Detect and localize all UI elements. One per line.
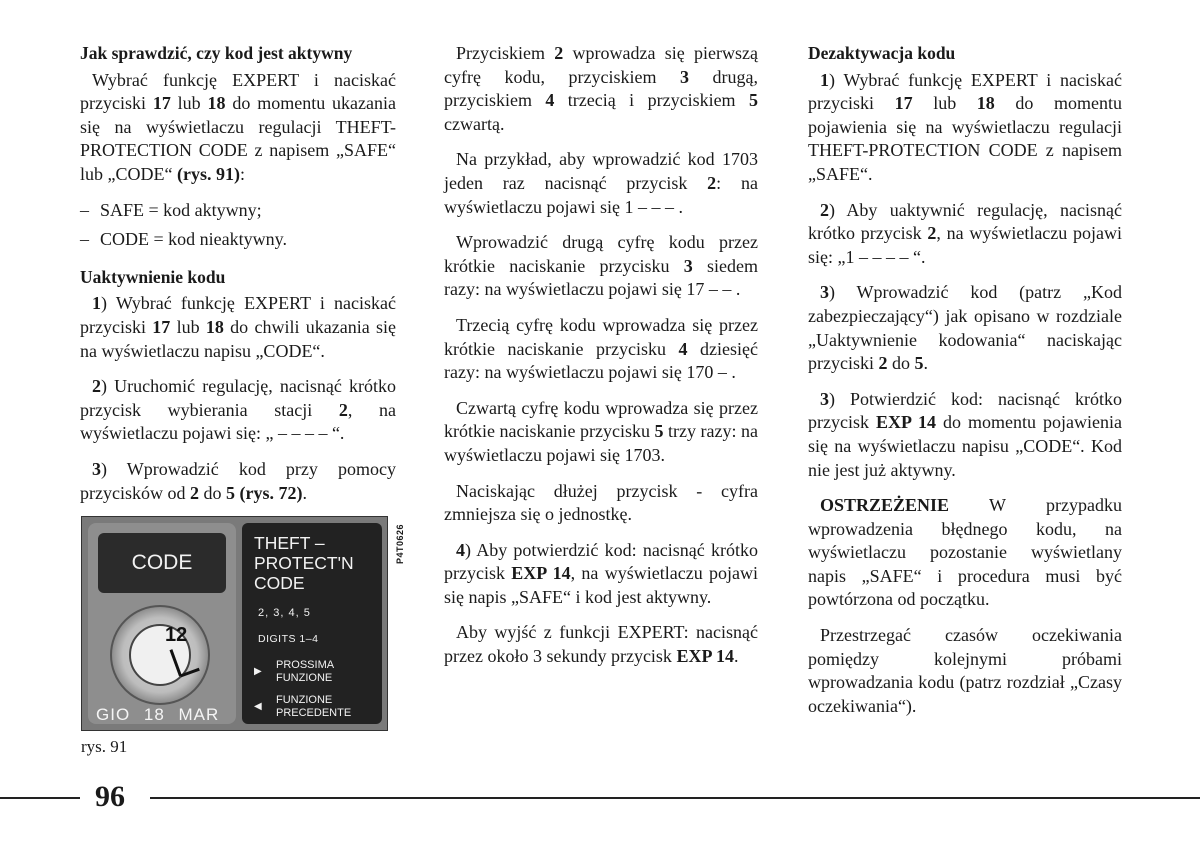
paragraph: 1) Wybrać funkcję EXPERT i naciskać przyciski 17 lub 18 do momentu pojawienia się na wyświetlaczu regulacji THEFT-PROTECTION CODE z napisem „SAFE“.: [808, 69, 1122, 184]
theft-title: THEFT – PROTECT'N CODE: [254, 533, 354, 593]
clock-hand: [180, 668, 200, 678]
clock-number: 12: [165, 624, 188, 646]
button-numbers: 2, 3, 4, 5: [258, 607, 311, 619]
footer-rule: [150, 797, 1200, 799]
clock-hand: [170, 649, 182, 676]
paragraph: 4) Aby potwierdzić kod: nacisnąć krótko przycisk EXP 14, na wyświetlaczu pojawi się napis „SAFE“ i kod jest aktywny.: [444, 539, 758, 607]
paragraph: Naciskając dłużej przycisk - cyfra zmniejsza się o jednostkę.: [444, 480, 758, 525]
figure-caption: rys. 91: [81, 737, 128, 756]
clock-icon: [110, 605, 210, 705]
footer-rule: [0, 797, 80, 799]
paragraph: Aby wyjść z funkcji EXPERT: nacisnąć przez około 3 sekundy przycisk EXP 14.: [444, 622, 758, 667]
date-display: GIO 18 MAR: [96, 705, 220, 724]
code-display: CODE: [98, 533, 226, 593]
clock-face: [129, 624, 191, 686]
paragraph: Trzecią cyfrę kodu wprowadza się przez krótkie naciskanie przycisku 4 dziesięć razy: na wyświetlaczu pojawi się 170 – .: [444, 314, 758, 383]
heading-activation: Uaktywnienie kodu: [80, 266, 226, 287]
page-number: 96: [95, 780, 125, 813]
column-2: [444, 42, 758, 681]
previous-function: ◀ FUNZIONE PRECEDENTE: [254, 694, 352, 719]
paragraph: Przyciskiem 2 wprowadza się pierwszą cyfrę kodu, przyciskiem 3 drugą, przyciskiem 4 trzecią i przyciskiem 5 czwartą.: [444, 43, 759, 134]
photo-code: P4T0626: [395, 523, 405, 564]
paragraph: 2) Uruchomić regulację, nacisnąć krótko przycisk wybierania stacji 2, na wyświetlaczu pojawi się: „ – – – – “.: [80, 376, 396, 444]
column-1: [80, 42, 396, 517]
heading-check-code: Jak sprawdzić, czy kod jest aktywny: [80, 43, 353, 63]
paragraph: 2) Aby uaktywnić regulację, nacisnąć krótko przycisk 2, na wyświetlaczu pojawi się: „1 – – – – “.: [808, 199, 1122, 267]
display-left-panel: [88, 523, 236, 724]
digits-label: DIGITS 1–4: [258, 633, 319, 645]
paragraph: Na przykład, aby wprowadzić kod 1703 jeden raz nacisnąć przycisk 2: na wyświetlaczu pojawi się 1 – – – .: [444, 149, 758, 217]
paragraph: Czwartą cyfrę kodu wprowadza się przez krótkie naciskanie przycisku 5 trzy razy: na wyświetlaczu pojawi się 1703.: [444, 397, 758, 465]
list-item: – SAFE = kod aktywny;: [80, 199, 262, 220]
list-item: – CODE = kod nieaktywny.: [80, 229, 287, 250]
paragraph: Wybrać funkcję EXPERT i naciskać przyciski 17 lub 18 do momentu ukazania się na wyświetlaczu regulacji THEFT-PROTECTION CODE z napisem „SAFE“ lub „CODE“ (rys. 91):: [80, 69, 396, 184]
heading-deactivation: Dezaktywacja kodu: [808, 43, 956, 63]
paragraph: Przestrzegać czasów oczekiwania pomiędzy kolejnymi próbami wprowadzania kodu (patrz rozdział „Czasy oczekiwania“).: [808, 625, 1122, 716]
next-function: ▶ PROSSIMA FUNZIONE: [254, 659, 335, 684]
warning-paragraph: OSTRZEŻENIE W przypadku wprowadzenia błędnego kodu, na wyświetlaczu pozostanie wyświetlany napis „SAFE“ i procedura musi być powtórzona od początku.: [808, 495, 1122, 610]
arrow-right-icon: ▶: [254, 666, 262, 677]
paragraph: 1) Wybrać funkcję EXPERT i naciskać przyciski 17 lub 18 do chwili ukazania się na wyświetlaczu napisu „CODE“.: [80, 293, 396, 361]
arrow-left-icon: ◀: [254, 701, 262, 712]
paragraph: Wprowadzić drugą cyfrę kodu przez krótkie naciskanie przycisku 3 siedem razy: na wyświetlaczu pojawi się 17 – – .: [444, 232, 758, 300]
paragraph: 3) Wprowadzić kod przy pomocy przycisków od 2 do 5 (rys. 72).: [80, 458, 396, 503]
figure-radio-display: [81, 516, 388, 731]
column-3: [808, 42, 1122, 730]
paragraph: 3) Potwierdzić kod: nacisnąć krótko przycisk EXP 14 do momentu pojawienia się na wyświetlaczu napisu „CODE“. Kod nie jest już aktywny.: [808, 388, 1122, 480]
paragraph: 3) Wprowadzić kod (patrz „Kod zabezpieczający“) jak opisano w rozdziale „Uaktywnienie kodowania“ naciskając przyciski 2 do 5.: [808, 282, 1122, 374]
display-right-panel: [242, 523, 382, 724]
